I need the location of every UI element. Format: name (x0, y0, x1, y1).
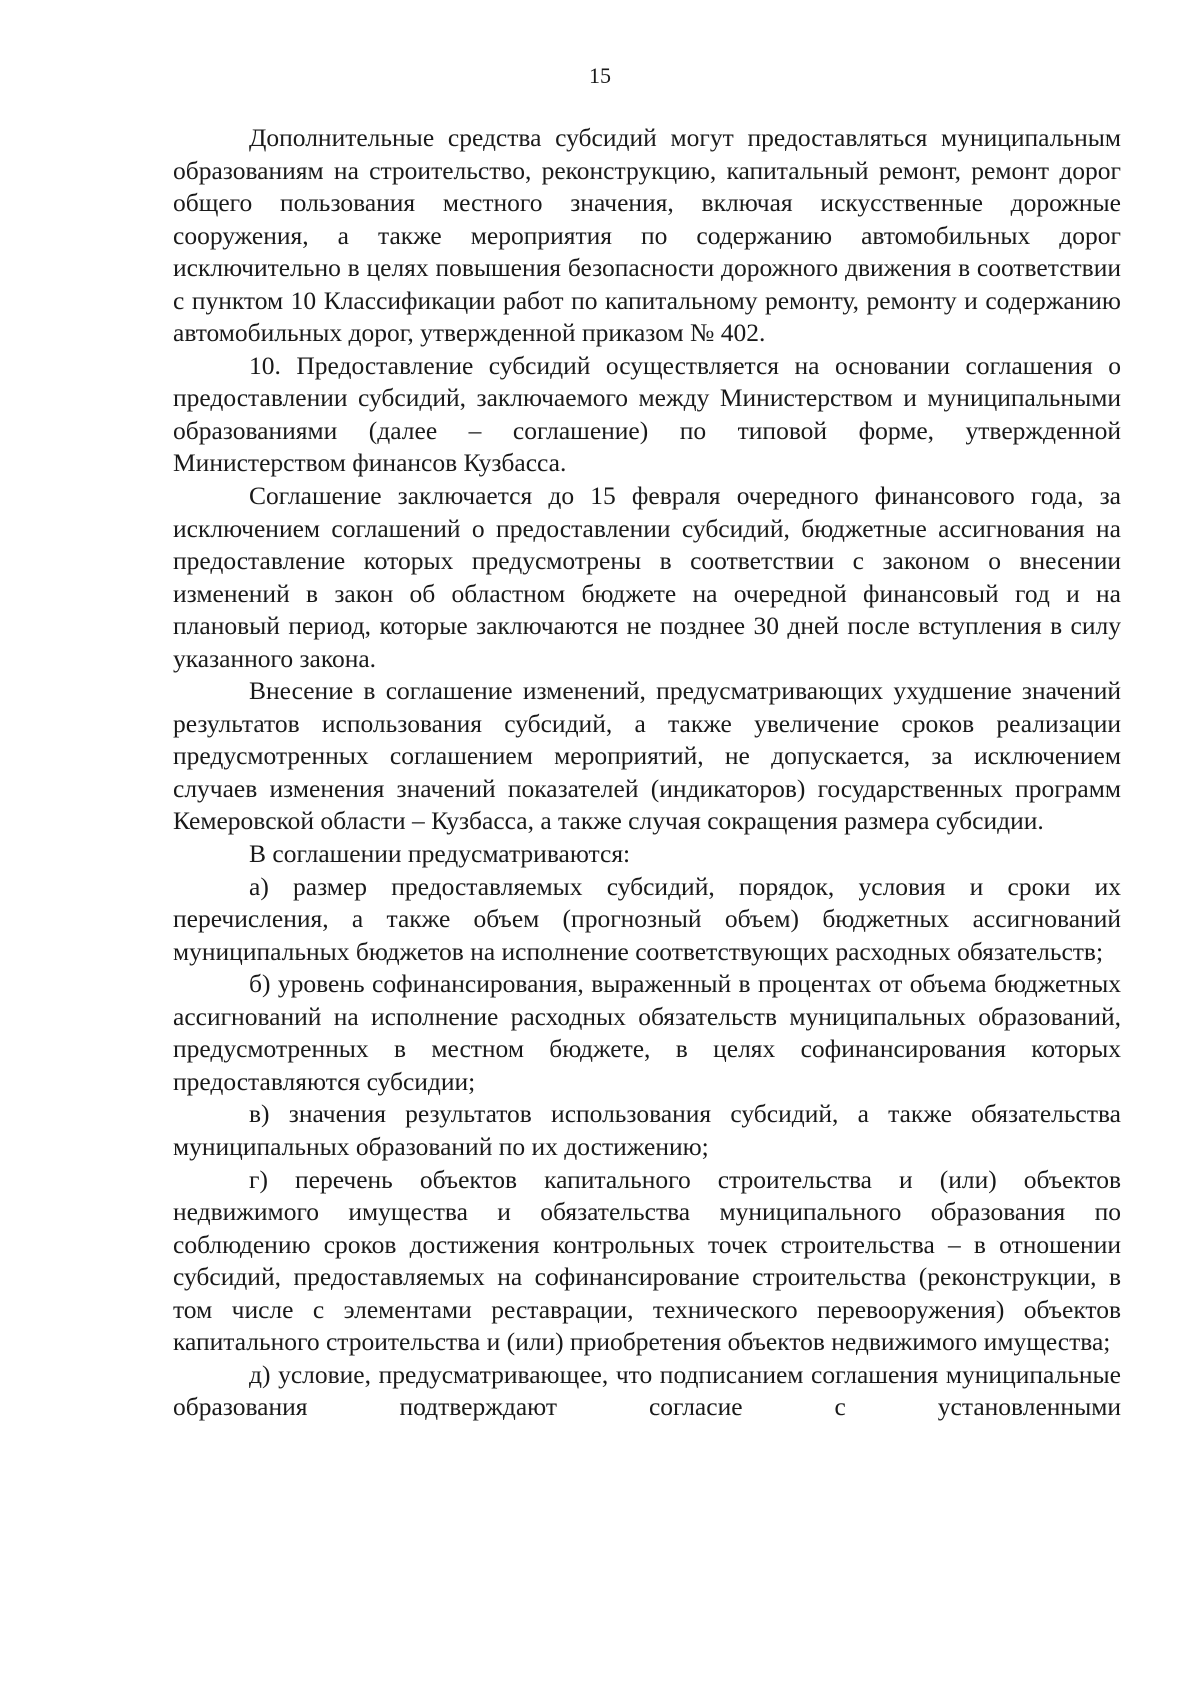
list-item-d: д) условие, предусматривающее, что подписанием соглашения муниципальные образования подтверждают согласие с установленными (173, 1359, 1121, 1422)
paragraph-agreement-changes: Внесение в соглашение изменений, предусматривающих ухудшение значений результатов использования субсидий, а также увеличение сроков реализации предусмотренных соглашением мероприятий, не допускается, за исключением случаев изменения значений показателей (индикаторов) государственных программ Кемеровской области – Кузбасса, а также случая сокращения размера субсидии. (173, 676, 1121, 836)
list-item-a: а) размер предоставляемых субсидий, порядок, условия и сроки их перечисления, а также объем (прогнозный объем) бюджетных ассигнований муниципальных бюджетов на исполнение соответствующих расходных обязательств; (173, 871, 1121, 966)
list-item-g: г) перечень объектов капитального строительства и (или) объектов недвижимого имущества и обязательства муниципального образования по соблюдению сроков достижения контрольных точек строительства – в отношении субсидий, предоставляемых на софинансирование строительства (реконструкции, в том числе с элементами реставрации, технического перевооружения) объектов капитального строительства и (или) приобретения объектов недвижимого имущества; (173, 1164, 1121, 1357)
paragraph-agreement-deadline: Соглашение заключается до 15 февраля очередного финансового года, за исключением соглашений о предоставлении субсидий, бюджетные ассигнования на предоставление которых предусмотрены в соответствии с законом о внесении изменений в закон об областном бюджете на очередной финансовый год и на плановый период, которые заключаются не позднее 30 дней после вступления в силу указанного закона. (173, 481, 1121, 673)
page-number: 15 (589, 63, 611, 88)
list-item-b: б) уровень софинансирования, выраженный в процентах от объема бюджетных ассигнований на исполнение расходных обязательств муниципальных образований, предусмотренных в местном бюджете, в целях софинансирования которых предоставляются субсидии; (173, 969, 1121, 1096)
paragraph-agreement-provisions: В соглашении предусматриваются: (249, 839, 631, 869)
document-body (173, 122, 1121, 1424)
list-item-v: в) значения результатов использования субсидий, а также обязательства муниципальных образований по их достижению; (173, 1099, 1121, 1161)
paragraph-10-agreement: 10. Предоставление субсидий осуществляется на основании соглашения о предоставлении субсидий, заключаемого между Министерством и муниципальными образованиями (далее – соглашение) по типовой форме, утвержденной Министерством финансов Кузбасса. (173, 350, 1121, 478)
paragraph-additional-funds: Дополнительные средства субсидий могут предоставляться муниципальным образованиям на строительство, реконструкцию, капитальный ремонт, ремонт дорог общего пользования местного значения, включая искусственные дорожные сооружения, а также мероприятия по содержанию автомобильных дорог исключительно в целях повышения безопасности дорожного движения в соответствии с пунктом 10 Классификации работ по капитальному ремонту, ремонту и содержанию автомобильных дорог, утвержденной приказом № 402. (173, 123, 1121, 348)
